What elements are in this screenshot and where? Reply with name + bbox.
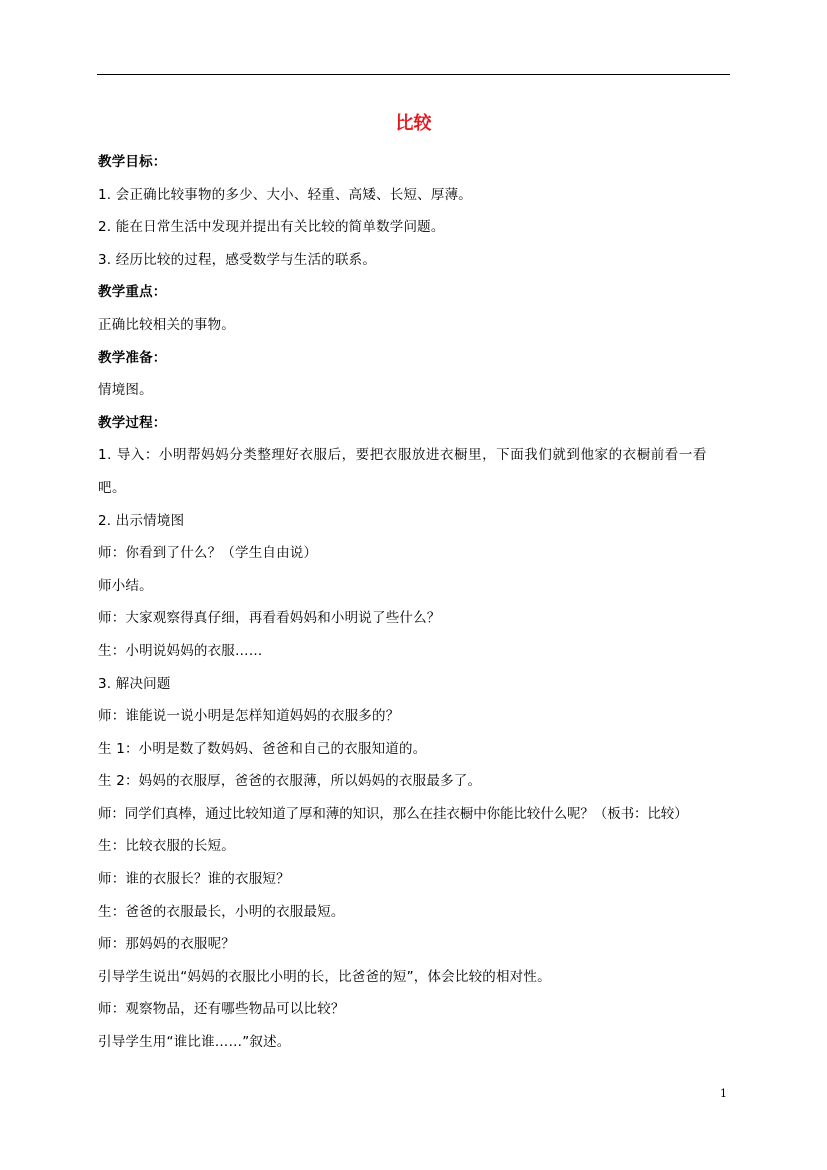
- process-line: 生：小明说妈妈的衣服……: [98, 642, 263, 659]
- goal-item-1: 1. 会正确比较事物的多少、大小、轻重、高矮、长短、厚薄。: [98, 186, 472, 203]
- process-line: 师：观察物品，还有哪些物品可以比较？: [98, 1001, 345, 1018]
- preparation-text: 情境图。: [98, 382, 153, 399]
- goals-heading: 教学目标：: [98, 154, 167, 170]
- process-line: 师：谁能说一说小明是怎样知道妈妈的衣服多的？: [98, 708, 400, 725]
- process-line: 引导学生说出“妈妈的衣服比小明的长，比爸爸的短”，体会比较的相对性。: [98, 968, 551, 985]
- process-line: 生 2：妈妈的衣服厚，爸爸的衣服薄，所以妈妈的衣服最多了。: [98, 773, 482, 790]
- process-line: 引导学生用“谁比谁……”叙述。: [98, 1034, 291, 1051]
- process-line: 生：爸爸的衣服最长，小明的衣服最短。: [98, 903, 345, 920]
- process-line: 生 1：小明是数了数妈妈、爸爸和自己的衣服知道的。: [98, 740, 427, 757]
- document-body: [98, 146, 732, 1059]
- process-line: 2. 出示情境图: [98, 512, 185, 529]
- key-points-text: 正确比较相关的事物。: [98, 316, 235, 333]
- document-title: 比较: [395, 113, 432, 134]
- page-number: 1: [720, 1087, 727, 1100]
- header-rule: [97, 74, 730, 75]
- goal-item-2: 2. 能在日常生活中发现并提出有关比较的简单数学问题。: [98, 219, 445, 236]
- process-line: 师小结。: [98, 577, 153, 594]
- goal-item-3: 3. 经历比较的过程，感受数学与生活的联系。: [98, 251, 377, 268]
- process-line: 师：那妈妈的衣服呢？: [98, 936, 235, 953]
- process-line: 师：同学们真棒，通过比较知道了厚和薄的知识，那么在挂衣橱中你能比较什么呢？（板书：比较）: [98, 805, 688, 822]
- process-line: 师：谁的衣服长？谁的衣服短？: [98, 871, 290, 888]
- preparation-heading: 教学准备：: [98, 349, 167, 366]
- key-points-heading: 教学重点：: [98, 284, 167, 301]
- process-line: 生：比较衣服的长短。: [98, 838, 235, 855]
- process-line: 师：大家观察得真仔细，再看看妈妈和小明说了些什么？: [98, 610, 441, 627]
- process-line: 师：你看到了什么？（学生自由说）: [98, 545, 318, 562]
- process-heading: 教学过程：: [98, 414, 167, 431]
- process-line: 1. 导入：小明帮妈妈分类整理好衣服后，要把衣服放进衣橱里，下面我们就到他家的衣橱前看一看吧。: [98, 447, 707, 496]
- process-line: 3. 解决问题: [98, 675, 171, 692]
